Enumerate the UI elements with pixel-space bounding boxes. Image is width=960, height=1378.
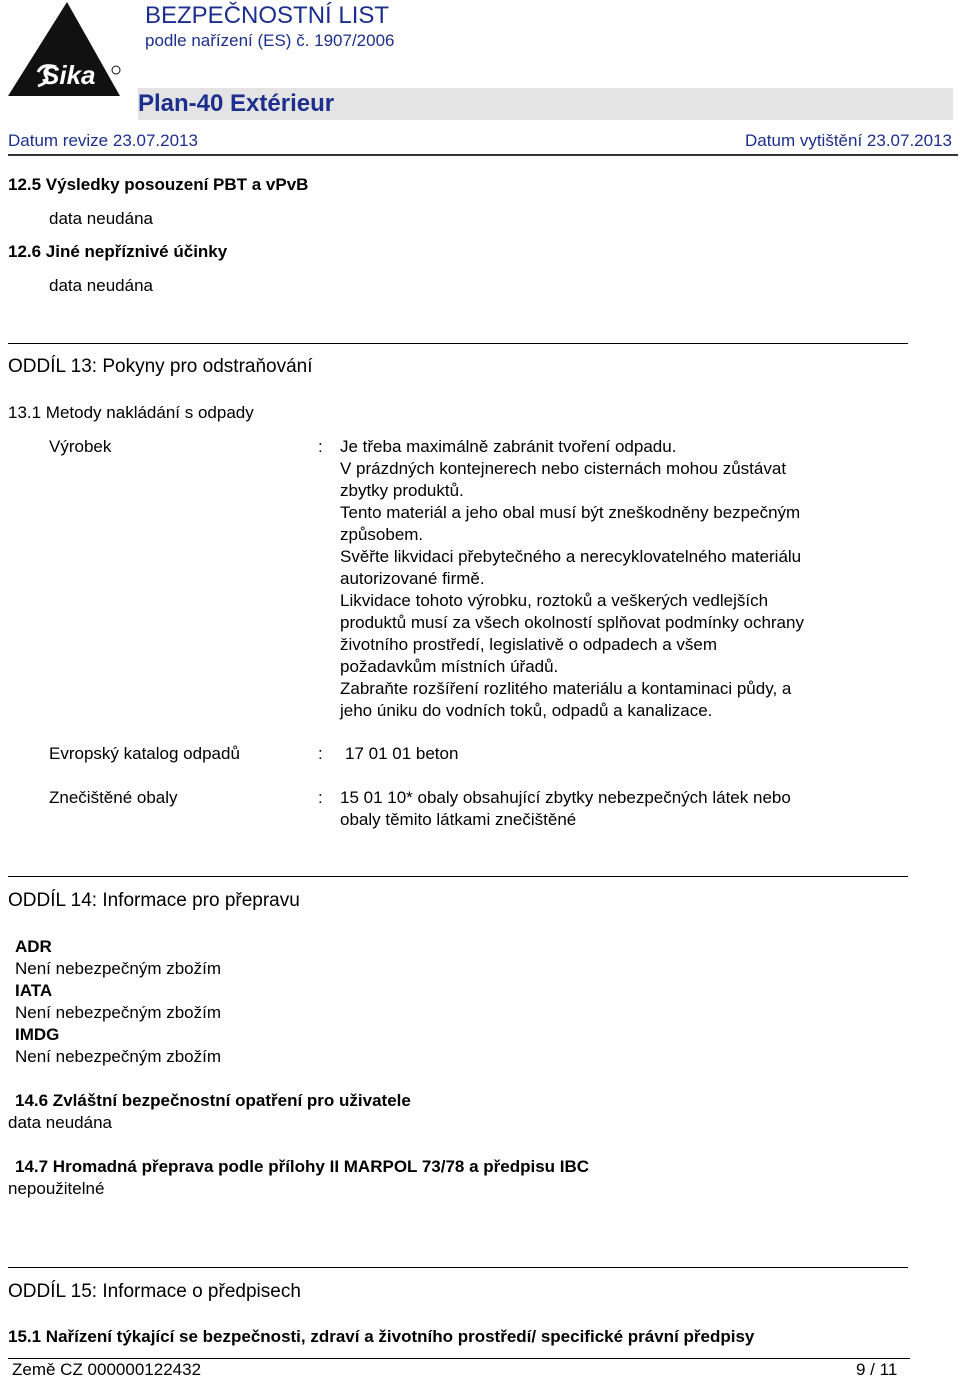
colon-separator: :: [318, 744, 323, 763]
text-line: Likvidace tohoto výrobku, roztoků a veškerých vedlejších: [340, 591, 769, 610]
iata-value: Není nebezpečným zbožím: [15, 1003, 221, 1022]
document-title: BEZPEČNOSTNÍ LIST: [145, 2, 390, 29]
subsection-12-6-heading: 12.6 Jiné nepříznivé účinky: [8, 242, 228, 261]
product-name: Plan-40 Extérieur: [138, 90, 335, 117]
sika-logo: [8, 0, 126, 100]
product-label: Výrobek: [49, 437, 112, 456]
text-line: produktů musí za všech okolností splňovat podmínky ochrany: [340, 613, 804, 632]
section-divider: [8, 1267, 908, 1268]
revision-date: Datum revize 23.07.2013: [8, 131, 198, 150]
packaging-value: [340, 787, 791, 831]
text-line: autorizované firmě.: [340, 569, 485, 588]
page-number: 9 / 11: [856, 1360, 898, 1378]
section-13-heading: ODDÍL 13: Pokyny pro odstraňování: [8, 356, 313, 377]
section-divider: [8, 876, 908, 877]
adr-value: Není nebezpečným zbožím: [15, 959, 221, 978]
subsection-12-6-value: data neudána: [49, 276, 153, 295]
text-line: způsobem.: [340, 525, 424, 544]
subsection-14-7-heading: 14.7 Hromadná přeprava podle přílohy II MARPOL 73/78 a předpisu IBC: [15, 1157, 590, 1176]
subsection-14-7-value: nepoužitelné: [8, 1179, 105, 1198]
text-line: Svěřte likvidaci přebytečného a nerecyklovatelného materiálu: [340, 547, 802, 566]
product-name-bar: [138, 88, 953, 120]
text-line: Zabraňte rozšíření rozlitého materiálu a kontaminaci půdy, a: [340, 679, 792, 698]
subsection-14-6-heading: 14.6 Zvláštní bezpečnostní opatření pro uživatele: [15, 1091, 411, 1110]
subsection-15-1-heading: 15.1 Nařízení týkající se bezpečnosti, zdraví a životního prostředí/ specifické právní předpisy: [8, 1327, 755, 1346]
waste-catalog-value: 17 01 01 beton: [345, 744, 459, 763]
text-line: požadavkům místních úřadů.: [340, 657, 559, 676]
imdg-value: Není nebezpečným zbožím: [15, 1047, 221, 1066]
colon-separator: :: [318, 437, 323, 456]
packaging-label: Znečištěné obaly: [49, 788, 178, 807]
logo-text: Sika: [42, 60, 96, 90]
subsection-14-6-value: data neudána: [8, 1113, 112, 1132]
iata-label: IATA: [15, 981, 53, 1000]
text-line: 15 01 10* obaly obsahující zbytky nebezpečných látek nebo: [340, 788, 791, 807]
text-line: životního prostředí, legislativě o odpadech a všem: [340, 635, 718, 654]
print-date: Datum vytištění 23.07.2013: [745, 131, 952, 150]
text-line: zbytky produktů.: [340, 481, 464, 500]
header-divider: [8, 154, 958, 156]
text-line: V prázdných kontejnerech nebo cisternách mohou zůstávat: [340, 459, 787, 478]
product-disposal-text: [340, 436, 804, 722]
section-14-heading: ODDÍL 14: Informace pro přepravu: [8, 890, 300, 911]
adr-label: ADR: [15, 937, 52, 956]
subsection-12-5-heading: 12.5 Výsledky posouzení PBT a vPvB: [8, 175, 309, 194]
text-line: jeho úniku do vodních toků, odpadů a kanalizace.: [340, 701, 713, 720]
waste-catalog-label: Evropský katalog odpadů: [49, 744, 240, 763]
section-15-heading: ODDÍL 15: Informace o předpisech: [8, 1281, 301, 1302]
text-line: Je třeba maximálně zabránit tvoření odpadu.: [340, 437, 677, 456]
colon-separator: :: [318, 788, 323, 807]
text-line: Tento materiál a jeho obal musí být zneškodněny bezpečným: [340, 503, 801, 522]
subsection-13-1-heading: 13.1 Metody nakládání s odpady: [8, 403, 254, 422]
text-line: obaly těmito látkami znečištěné: [340, 810, 577, 829]
section-divider: [8, 343, 908, 344]
imdg-label: IMDG: [15, 1025, 60, 1044]
footer-country-code: Země CZ 000000122432: [12, 1360, 202, 1378]
subsection-12-5-value: data neudána: [49, 209, 153, 228]
regulation-reference: podle nařízení (ES) č. 1907/2006: [145, 31, 395, 50]
